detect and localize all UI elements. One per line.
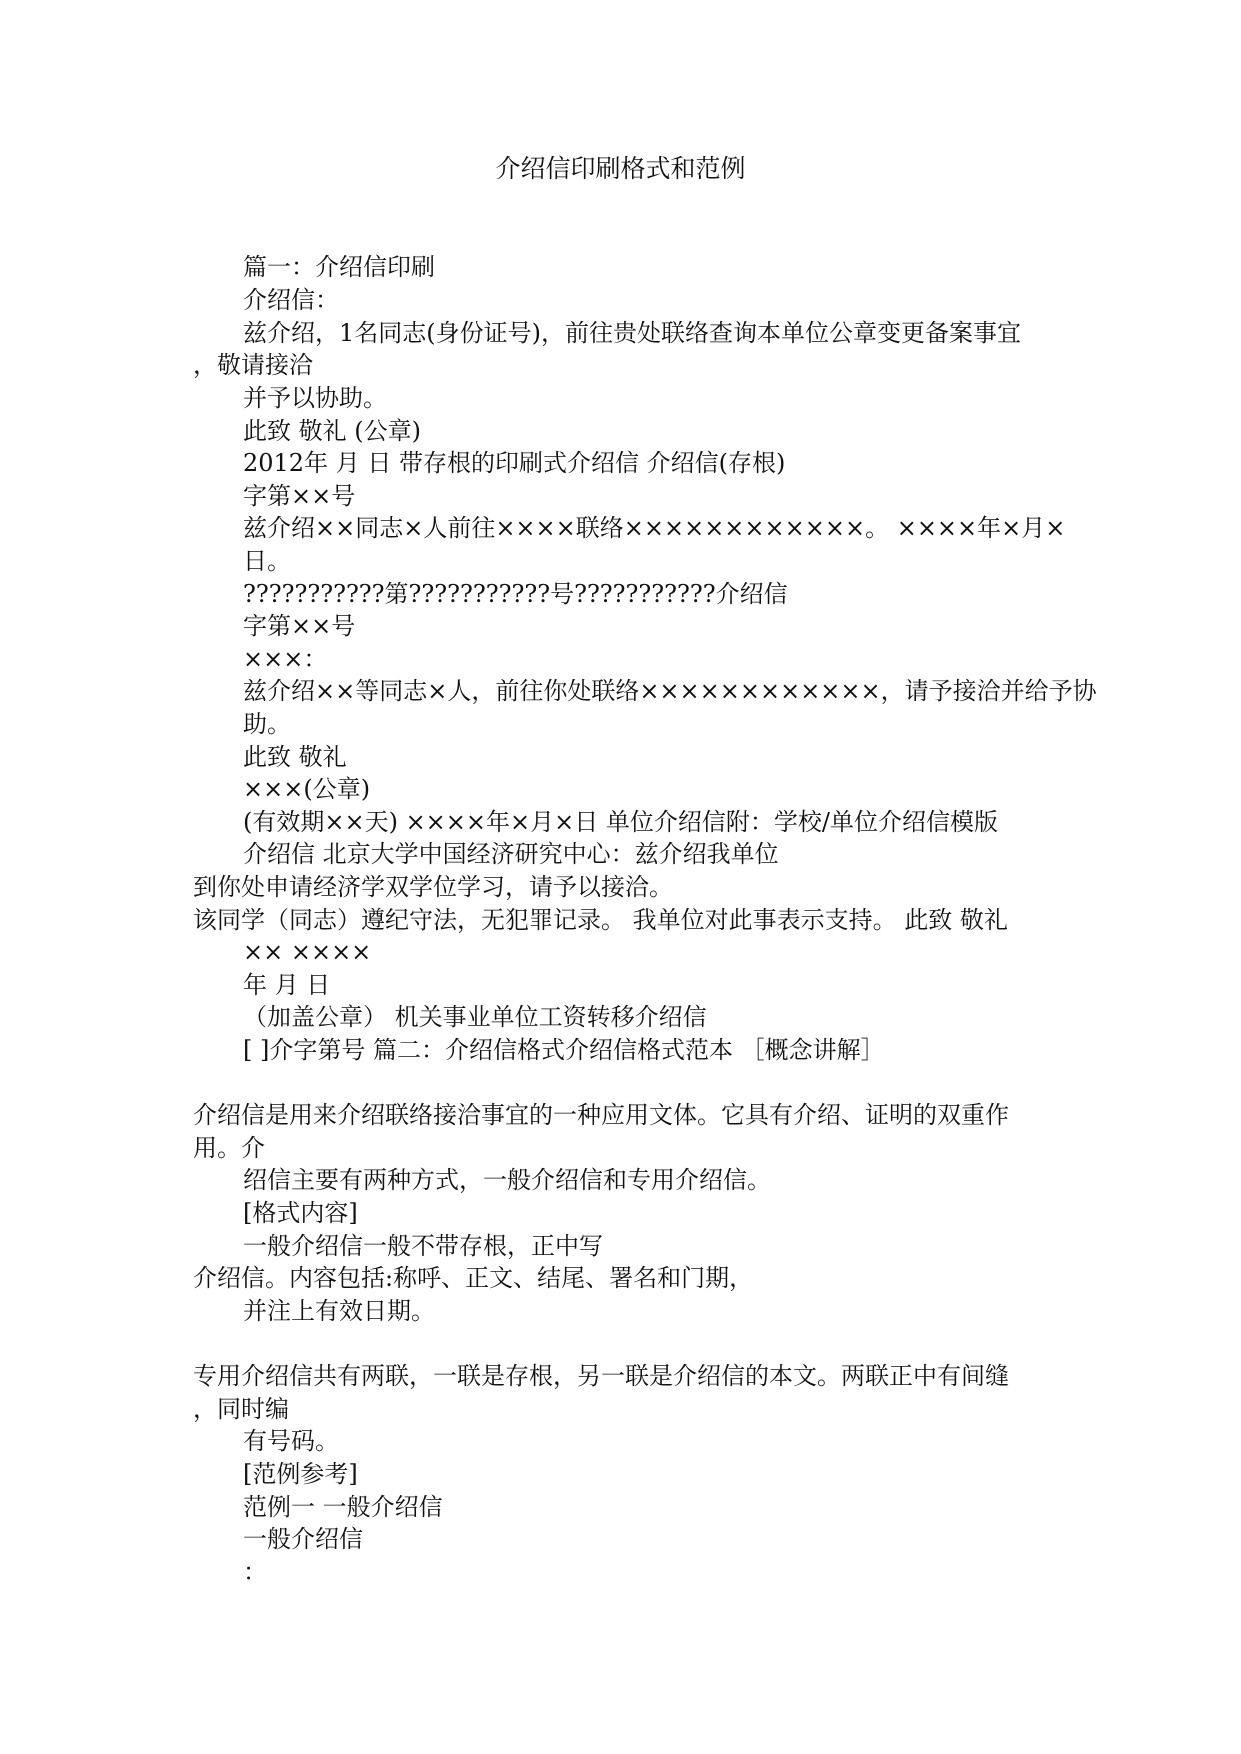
text-line: 兹介绍××同志×人前往××××联络××××××××××××。 ××××年×月×	[243, 514, 1066, 542]
text-line: 此致 敬礼 (公章)	[243, 417, 421, 445]
text-line: 专用介绍信共有两联，一联是存根，另一联是介绍信的本文。两联正中有间缝	[193, 1362, 1009, 1390]
document-title: 介绍信印刷格式和范例	[495, 154, 746, 183]
text-line: 并予以协助。	[243, 384, 387, 412]
text-line: 并注上有效日期。	[243, 1297, 435, 1325]
text-line: 此致 敬礼	[243, 743, 347, 771]
text-line: 该同学（同志）遵纪守法，无犯罪记录。 我单位对此事表示支持。 此致 敬礼	[193, 906, 1008, 934]
text-line: 字第××号	[243, 482, 356, 510]
text-line: （加盖公章） 机关事业单位工资转移介绍信	[243, 1003, 707, 1031]
text-line: 绍信主要有两种方式，一般介绍信和专用介绍信。	[243, 1166, 771, 1194]
text-line: ：	[243, 1558, 267, 1586]
text-line: 字第××号	[243, 612, 356, 640]
text-line: ×× ××××	[243, 938, 372, 966]
text-line: [格式内容]	[243, 1199, 358, 1227]
text-line: 范例一 一般介绍信	[243, 1493, 443, 1521]
text-line: 介绍信 北京大学中国经济研究中心：兹介绍我单位	[243, 840, 779, 868]
text-line: 一般介绍信一般不带存根，正中写	[243, 1232, 603, 1260]
text-line: 到你处申请经济学双学位学习，请予以接洽。	[193, 873, 673, 901]
text-line: ???????????第???????????号???????????介绍信	[243, 580, 788, 608]
text-line: 用。介	[193, 1134, 265, 1162]
text-line: 有号码。	[243, 1427, 339, 1455]
text-line: 兹介绍××等同志×人，前往你处联络××××××××××××，请予接洽并给予协	[243, 677, 1097, 705]
text-line: 一般介绍信	[243, 1525, 363, 1553]
text-line: 介绍信。内容包括:称呼、正文、结尾、署名和门期，	[193, 1264, 754, 1292]
text-line: 篇一：介绍信印刷	[243, 253, 435, 281]
text-line: 介绍信：	[243, 286, 339, 314]
text-line: 年 月 日	[243, 971, 331, 999]
text-line: ，敬请接洽	[193, 351, 313, 379]
text-line: 2012年 月 日 带存根的印刷式介绍信 介绍信(存根)	[243, 449, 786, 477]
text-line: 介绍信是用来介绍联络接洽事宜的一种应用文体。它具有介绍、证明的双重作	[193, 1101, 1009, 1129]
text-line: ×××(公章)	[243, 775, 371, 803]
text-line: 兹介绍，1名同志(身份证号)，前往贵处联络查询本单位公章变更备案事宜	[243, 319, 1021, 347]
text-line: ×××：	[243, 645, 328, 673]
text-line: [范例参考]	[243, 1460, 358, 1488]
text-line: (有效期××天) ××××年×月×日 单位介绍信附：学校/单位介绍信模版	[243, 808, 998, 836]
text-line: ，同时编	[193, 1395, 289, 1423]
text-line: 助。	[243, 710, 291, 738]
text-line: [ ]介字第号 篇二：介绍信格式介绍信格式范本 ［概念讲解］	[243, 1036, 885, 1064]
text-line: 日。	[243, 547, 291, 575]
